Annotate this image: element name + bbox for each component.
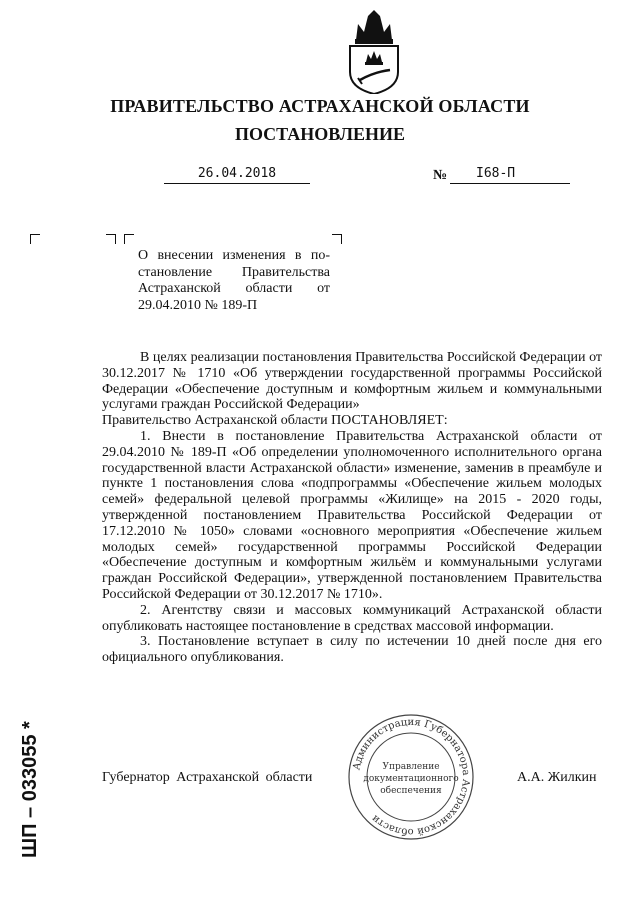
document-type: ПОСТАНОВЛЕНИЕ (234, 124, 406, 144)
stamp-inner-line: Управление (382, 762, 440, 772)
stamp-inner-line: документационного (363, 774, 459, 784)
corner-mark (124, 234, 134, 244)
stamp-inner-line: обеспечения (380, 786, 442, 796)
document-body (102, 350, 602, 666)
number-label: № (433, 168, 448, 183)
serial-text: ШП – 033055 * (19, 721, 41, 858)
subject-line: О внесении изменения в по- (138, 248, 330, 263)
resolution-paragraph: Правительство Астраханской области ПОСТАНОВЛЯЕТ: (102, 413, 448, 429)
coat-of-arms-icon (344, 10, 404, 94)
subject-line: становление Правительства (138, 264, 330, 280)
corner-mark (30, 234, 40, 244)
subject-line: 29.04.2010 № 189-П (138, 297, 258, 313)
serial-number (14, 700, 42, 860)
organization-title: ПРАВИТЕЛЬСТВО АСТРАХАНСКОЙ ОБЛАСТИ (110, 96, 530, 116)
signatory-name: А.А. Жилкин (517, 770, 597, 785)
signatory-title: Губернатор Астраханской области (102, 770, 313, 785)
subject-line: Астраханской области от (138, 281, 330, 296)
corner-mark (332, 234, 342, 244)
clause-2: 2. Агентству связи и массовых коммуникаций Астраханской области опубликовать настоящее постановление в средствах массовой информации. (102, 602, 602, 634)
stamp-outer-text: Администрация Губернатора Астраханской области (351, 716, 472, 838)
clause-1: 1. Внести в постановление Правительства Астраханской области от 29.04.2010 № 189-П «Об определении уполномоченного исполнительного органа государственной власти Астраханской области» изменение, заменив в преамбуле и пункте 1 постановления слова «подпрограммы «Обеспечение жильем молодых семей» федеральной целевой программы «Жилище» на 2015 - 2020 годы, утвержденной постановлением Правительства Российской Федерации от 17.12.2010 № 1050» словами «основного мероприятия «Обеспечение жильем молодых семей» государственной программы Российской Федерации «Обеспечение доступным и комфортным жильём и коммунальными услугами граждан Российской Федерации», утвержденной постановлением Правительства Российской Федерации от 30.12.2017 № 1710». (102, 428, 602, 602)
document-number: I68-П (450, 166, 570, 184)
preamble-paragraph: В целях реализации постановления Правительства Российской Федерации от 30.12.2017 № 1710 «Об утверждении государственной программы Российской Федерации «Обеспечение доступным и комфортным жильем и коммунальными услугами граждан Российской Федерации» (102, 350, 602, 413)
subject-block (138, 248, 330, 314)
corner-mark (106, 234, 116, 244)
clause-3: 3. Постановление вступает в силу по истечении 10 дней после дня его официального опубликования. (102, 634, 602, 666)
document-date: 26.04.2018 (164, 166, 310, 184)
official-stamp (346, 712, 476, 842)
